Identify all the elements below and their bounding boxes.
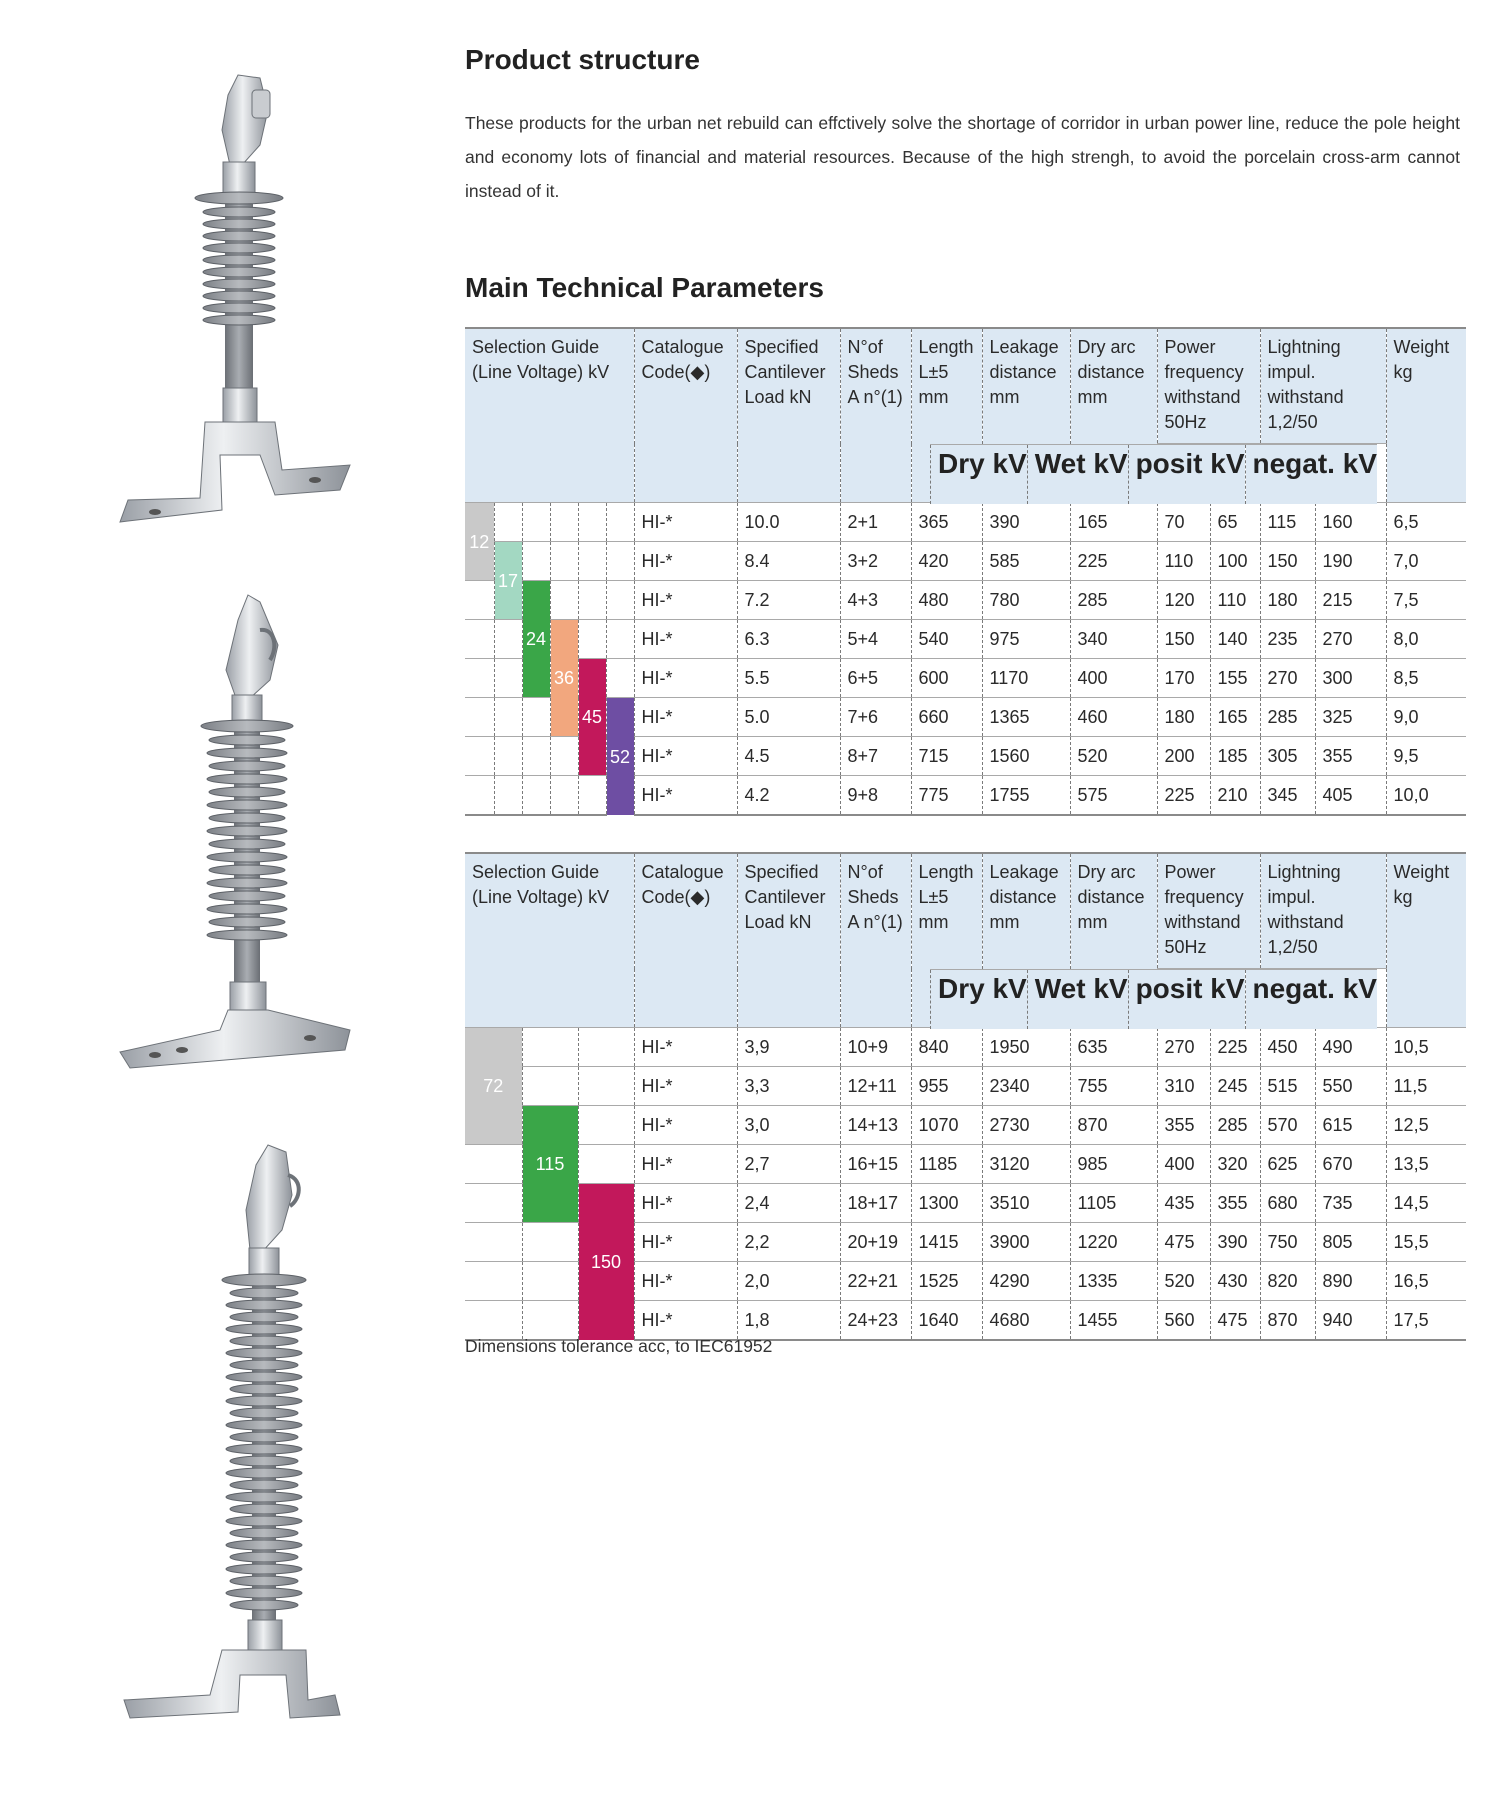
cell: 165 bbox=[1070, 503, 1157, 542]
cell: 4.5 bbox=[737, 737, 840, 776]
cell: 320 bbox=[1210, 1145, 1260, 1184]
cell: 400 bbox=[1157, 1145, 1210, 1184]
voltage-cell-150: 150 bbox=[578, 1184, 634, 1341]
cell: 300 bbox=[1315, 659, 1386, 698]
cell: 615 bbox=[1315, 1106, 1386, 1145]
col-selection-guide: Selection Guide (Line Voltage) kV bbox=[465, 328, 634, 503]
table-row bbox=[465, 581, 1466, 620]
cell: 155 bbox=[1210, 659, 1260, 698]
cell: 355 bbox=[1210, 1184, 1260, 1223]
cell: 150 bbox=[1157, 620, 1210, 659]
cell: 8.4 bbox=[737, 542, 840, 581]
cell: 1,8 bbox=[737, 1301, 840, 1341]
cell: 210 bbox=[1210, 776, 1260, 816]
cell: 285 bbox=[1070, 581, 1157, 620]
cell: HI-* bbox=[634, 542, 737, 581]
cell: 1950 bbox=[982, 1028, 1070, 1067]
cell: 1640 bbox=[911, 1301, 982, 1341]
cell: 560 bbox=[1157, 1301, 1210, 1341]
cell: 3510 bbox=[982, 1184, 1070, 1223]
cell: 120 bbox=[1157, 581, 1210, 620]
cell: 170 bbox=[1157, 659, 1210, 698]
cell: 780 bbox=[982, 581, 1070, 620]
cell: HI-* bbox=[634, 737, 737, 776]
cell: 65 bbox=[1210, 503, 1260, 542]
cell: 10,0 bbox=[1386, 776, 1466, 816]
cell: 1335 bbox=[1070, 1262, 1157, 1301]
col-negat-kv: negat. kV bbox=[1245, 970, 1377, 1030]
col-weight: Weight kg bbox=[1386, 328, 1466, 503]
cell: 100 bbox=[1210, 542, 1260, 581]
cell: 16,5 bbox=[1386, 1262, 1466, 1301]
table-row bbox=[465, 503, 1466, 542]
cell: 490 bbox=[1315, 1028, 1386, 1067]
product-structure-title: Product structure bbox=[465, 44, 700, 75]
col-leakage-distance: Leakage distance mm bbox=[982, 853, 1070, 1028]
cell: 8,5 bbox=[1386, 659, 1466, 698]
cell: HI-* bbox=[634, 659, 737, 698]
voltage-cell-115: 115 bbox=[522, 1106, 578, 1223]
cell: 215 bbox=[1315, 581, 1386, 620]
col-negat-kv: negat. kV bbox=[1245, 445, 1377, 505]
cell: 435 bbox=[1157, 1184, 1210, 1223]
col-length: Length L±5 mm bbox=[911, 853, 982, 1028]
col-lightning-impulse: Lightning impul. withstand 1,2/50 bbox=[1260, 853, 1386, 969]
cell: 9+8 bbox=[840, 776, 911, 816]
cell: 5.0 bbox=[737, 698, 840, 737]
cell: 5+4 bbox=[840, 620, 911, 659]
cell: 600 bbox=[911, 659, 982, 698]
voltage-cell-17: 17 bbox=[494, 542, 522, 620]
cell: 1415 bbox=[911, 1223, 982, 1262]
table-row bbox=[465, 1184, 1466, 1223]
cell: 10,5 bbox=[1386, 1028, 1466, 1067]
cell: 3,9 bbox=[737, 1028, 840, 1067]
col-lightning-impulse: Lightning impul. withstand 1,2/50 bbox=[1260, 328, 1386, 444]
voltage-cell-36: 36 bbox=[550, 620, 578, 737]
cell: 8+7 bbox=[840, 737, 911, 776]
cell: 625 bbox=[1260, 1145, 1315, 1184]
col-cantilever-load: Specified Cantilever Load kN bbox=[737, 853, 840, 1028]
cell: HI-* bbox=[634, 620, 737, 659]
cell: 7.2 bbox=[737, 581, 840, 620]
cell: 285 bbox=[1210, 1106, 1260, 1145]
cell: 735 bbox=[1315, 1184, 1386, 1223]
cell: 185 bbox=[1210, 737, 1260, 776]
cell: 480 bbox=[911, 581, 982, 620]
cell: 3,3 bbox=[737, 1067, 840, 1106]
cell: HI-* bbox=[634, 503, 737, 542]
cell: 190 bbox=[1315, 542, 1386, 581]
voltage-cell-52: 52 bbox=[606, 698, 634, 816]
cell: 5.5 bbox=[737, 659, 840, 698]
cell: 165 bbox=[1210, 698, 1260, 737]
cell: 2,7 bbox=[737, 1145, 840, 1184]
cell: 940 bbox=[1315, 1301, 1386, 1341]
col-cantilever-load: Specified Cantilever Load kN bbox=[737, 328, 840, 503]
cell: 325 bbox=[1315, 698, 1386, 737]
cell: 305 bbox=[1260, 737, 1315, 776]
cell: HI-* bbox=[634, 581, 737, 620]
cell: 10.0 bbox=[737, 503, 840, 542]
cell: HI-* bbox=[634, 1223, 737, 1262]
cell: 355 bbox=[1157, 1106, 1210, 1145]
cell: 570 bbox=[1260, 1106, 1315, 1145]
col-dry-kv: Dry kV bbox=[931, 445, 1028, 505]
cell: 10+9 bbox=[840, 1028, 911, 1067]
cell: HI-* bbox=[634, 1301, 737, 1341]
cell: 110 bbox=[1210, 581, 1260, 620]
cell: 180 bbox=[1260, 581, 1315, 620]
cell: 16+15 bbox=[840, 1145, 911, 1184]
cell: 345 bbox=[1260, 776, 1315, 816]
cell: 225 bbox=[1070, 542, 1157, 581]
cell: HI-* bbox=[634, 1262, 737, 1301]
cell: 460 bbox=[1070, 698, 1157, 737]
col-posit-kv: posit kV bbox=[1128, 445, 1245, 505]
cell: 245 bbox=[1210, 1067, 1260, 1106]
cell: 660 bbox=[911, 698, 982, 737]
cell: 270 bbox=[1157, 1028, 1210, 1067]
insulator-image-3 bbox=[110, 1140, 360, 1720]
col-posit-kv: posit kV bbox=[1128, 970, 1245, 1030]
parameters-table-1 bbox=[465, 327, 1466, 816]
cell: 3,0 bbox=[737, 1106, 840, 1145]
cell: 1300 bbox=[911, 1184, 982, 1223]
cell: 115 bbox=[1260, 503, 1315, 542]
col-selection-guide: Selection Guide (Line Voltage) kV bbox=[465, 853, 634, 1028]
cell: 355 bbox=[1315, 737, 1386, 776]
cell: 140 bbox=[1210, 620, 1260, 659]
cell: 7,5 bbox=[1386, 581, 1466, 620]
cell: 870 bbox=[1070, 1106, 1157, 1145]
cell: 715 bbox=[911, 737, 982, 776]
voltage-cell-12: 12 bbox=[465, 503, 494, 581]
cell: 4290 bbox=[982, 1262, 1070, 1301]
table-row bbox=[465, 1106, 1466, 1145]
cell: 9,0 bbox=[1386, 698, 1466, 737]
cell: 450 bbox=[1260, 1028, 1315, 1067]
cell: 805 bbox=[1315, 1223, 1386, 1262]
cell: 22+21 bbox=[840, 1262, 911, 1301]
cell: 405 bbox=[1315, 776, 1386, 816]
cell: 890 bbox=[1315, 1262, 1386, 1301]
cell: 1525 bbox=[911, 1262, 982, 1301]
cell: 635 bbox=[1070, 1028, 1157, 1067]
col-dry-arc-distance: Dry arc distance mm bbox=[1070, 328, 1157, 503]
cell: 1365 bbox=[982, 698, 1070, 737]
cell: 7+6 bbox=[840, 698, 911, 737]
cell: 680 bbox=[1260, 1184, 1315, 1223]
col-catalogue-code: Catalogue Code(◆) bbox=[634, 853, 737, 1028]
col-wet-kv: Wet kV bbox=[1027, 445, 1128, 505]
cell: 6+5 bbox=[840, 659, 911, 698]
voltage-cell-24: 24 bbox=[522, 581, 550, 698]
cell: 670 bbox=[1315, 1145, 1386, 1184]
cell: 975 bbox=[982, 620, 1070, 659]
cell: 540 bbox=[911, 620, 982, 659]
cell: 225 bbox=[1210, 1028, 1260, 1067]
cell: 4680 bbox=[982, 1301, 1070, 1341]
cell: 420 bbox=[911, 542, 982, 581]
cell: 180 bbox=[1157, 698, 1210, 737]
cell: 3+2 bbox=[840, 542, 911, 581]
cell: 430 bbox=[1210, 1262, 1260, 1301]
cell: 515 bbox=[1260, 1067, 1315, 1106]
cell: HI-* bbox=[634, 698, 737, 737]
table-row bbox=[465, 542, 1466, 581]
table-row bbox=[465, 659, 1466, 698]
parameters-table-2 bbox=[465, 852, 1466, 1341]
cell: 18+17 bbox=[840, 1184, 911, 1223]
cell: 550 bbox=[1315, 1067, 1386, 1106]
cell: 4+3 bbox=[840, 581, 911, 620]
cell: 110 bbox=[1157, 542, 1210, 581]
col-length: Length L±5 mm bbox=[911, 328, 982, 503]
cell: 365 bbox=[911, 503, 982, 542]
col-power-frequency: Power frequency withstand 50Hz bbox=[1157, 328, 1260, 444]
cell: HI-* bbox=[634, 1145, 737, 1184]
cell: 8,0 bbox=[1386, 620, 1466, 659]
technical-parameters-title: Main Technical Parameters bbox=[465, 272, 824, 303]
col-leakage-distance: Leakage distance mm bbox=[982, 328, 1070, 503]
table-row bbox=[465, 1067, 1466, 1106]
footnote: Dimensions tolerance acc, to IEC61952 bbox=[465, 1336, 773, 1356]
cell: 1755 bbox=[982, 776, 1070, 816]
cell: 2,2 bbox=[737, 1223, 840, 1262]
cell: 1560 bbox=[982, 737, 1070, 776]
cell: 160 bbox=[1315, 503, 1386, 542]
cell: 13,5 bbox=[1386, 1145, 1466, 1184]
cell: 24+23 bbox=[840, 1301, 911, 1341]
cell: 3900 bbox=[982, 1223, 1070, 1262]
product-structure-text: These products for the urban net rebuild can effctively solve the shortage of corridor in urban power line, reduce the pole height and economy lots of financial and material resources. Because of the high strengh, to avoid the porcelain cross-arm cannot instead of it. bbox=[465, 113, 1460, 201]
table-row bbox=[465, 1145, 1466, 1184]
voltage-cell-72: 72 bbox=[465, 1028, 522, 1145]
cell: 2340 bbox=[982, 1067, 1070, 1106]
cell: 1220 bbox=[1070, 1223, 1157, 1262]
cell: 6,5 bbox=[1386, 503, 1466, 542]
cell: 1185 bbox=[911, 1145, 982, 1184]
cell: 285 bbox=[1260, 698, 1315, 737]
cell: 755 bbox=[1070, 1067, 1157, 1106]
cell: 475 bbox=[1210, 1301, 1260, 1341]
cell: 2730 bbox=[982, 1106, 1070, 1145]
cell: 340 bbox=[1070, 620, 1157, 659]
cell: 1070 bbox=[911, 1106, 982, 1145]
col-dry-kv: Dry kV bbox=[931, 970, 1028, 1030]
cell: 11,5 bbox=[1386, 1067, 1466, 1106]
cell: 2,0 bbox=[737, 1262, 840, 1301]
cell: 475 bbox=[1157, 1223, 1210, 1262]
col-power-frequency: Power frequency withstand 50Hz bbox=[1157, 853, 1260, 969]
cell: 14,5 bbox=[1386, 1184, 1466, 1223]
cell: 7,0 bbox=[1386, 542, 1466, 581]
cell: 4.2 bbox=[737, 776, 840, 816]
cell: 870 bbox=[1260, 1301, 1315, 1341]
cell: 12,5 bbox=[1386, 1106, 1466, 1145]
cell: 1170 bbox=[982, 659, 1070, 698]
cell: 225 bbox=[1157, 776, 1210, 816]
col-dry-arc-distance: Dry arc distance mm bbox=[1070, 853, 1157, 1028]
cell: HI-* bbox=[634, 1028, 737, 1067]
insulator-image-2 bbox=[110, 590, 360, 1070]
cell: 17,5 bbox=[1386, 1301, 1466, 1341]
cell: HI-* bbox=[634, 1184, 737, 1223]
col-catalogue-code: Catalogue Code(◆) bbox=[634, 328, 737, 503]
cell: HI-* bbox=[634, 776, 737, 816]
cell: 15,5 bbox=[1386, 1223, 1466, 1262]
cell: 585 bbox=[982, 542, 1070, 581]
cell: 775 bbox=[911, 776, 982, 816]
cell: 575 bbox=[1070, 776, 1157, 816]
cell: HI-* bbox=[634, 1106, 737, 1145]
cell: 955 bbox=[911, 1067, 982, 1106]
col-sheds: N°of Sheds A n°(1) bbox=[840, 328, 911, 503]
cell: 20+19 bbox=[840, 1223, 911, 1262]
cell: 150 bbox=[1260, 542, 1315, 581]
col-weight: Weight kg bbox=[1386, 853, 1466, 1028]
cell: 70 bbox=[1157, 503, 1210, 542]
cell: 1105 bbox=[1070, 1184, 1157, 1223]
cell: HI-* bbox=[634, 1067, 737, 1106]
cell: 400 bbox=[1070, 659, 1157, 698]
cell: 3120 bbox=[982, 1145, 1070, 1184]
table-row bbox=[465, 1028, 1466, 1067]
cell: 2+1 bbox=[840, 503, 911, 542]
cell: 520 bbox=[1070, 737, 1157, 776]
voltage-cell-45: 45 bbox=[578, 659, 606, 776]
table-row bbox=[465, 620, 1466, 659]
cell: 9,5 bbox=[1386, 737, 1466, 776]
cell: 520 bbox=[1157, 1262, 1210, 1301]
cell: 2,4 bbox=[737, 1184, 840, 1223]
cell: 200 bbox=[1157, 737, 1210, 776]
cell: 390 bbox=[1210, 1223, 1260, 1262]
cell: 235 bbox=[1260, 620, 1315, 659]
cell: 390 bbox=[982, 503, 1070, 542]
table-row bbox=[465, 698, 1466, 737]
col-sheds: N°of Sheds A n°(1) bbox=[840, 853, 911, 1028]
cell: 840 bbox=[911, 1028, 982, 1067]
cell: 985 bbox=[1070, 1145, 1157, 1184]
cell: 12+11 bbox=[840, 1067, 911, 1106]
cell: 14+13 bbox=[840, 1106, 911, 1145]
cell: 750 bbox=[1260, 1223, 1315, 1262]
cell: 820 bbox=[1260, 1262, 1315, 1301]
cell: 6.3 bbox=[737, 620, 840, 659]
cell: 1455 bbox=[1070, 1301, 1157, 1341]
col-wet-kv: Wet kV bbox=[1027, 970, 1128, 1030]
cell: 270 bbox=[1315, 620, 1386, 659]
insulator-image-1 bbox=[110, 70, 360, 540]
cell: 310 bbox=[1157, 1067, 1210, 1106]
cell: 270 bbox=[1260, 659, 1315, 698]
